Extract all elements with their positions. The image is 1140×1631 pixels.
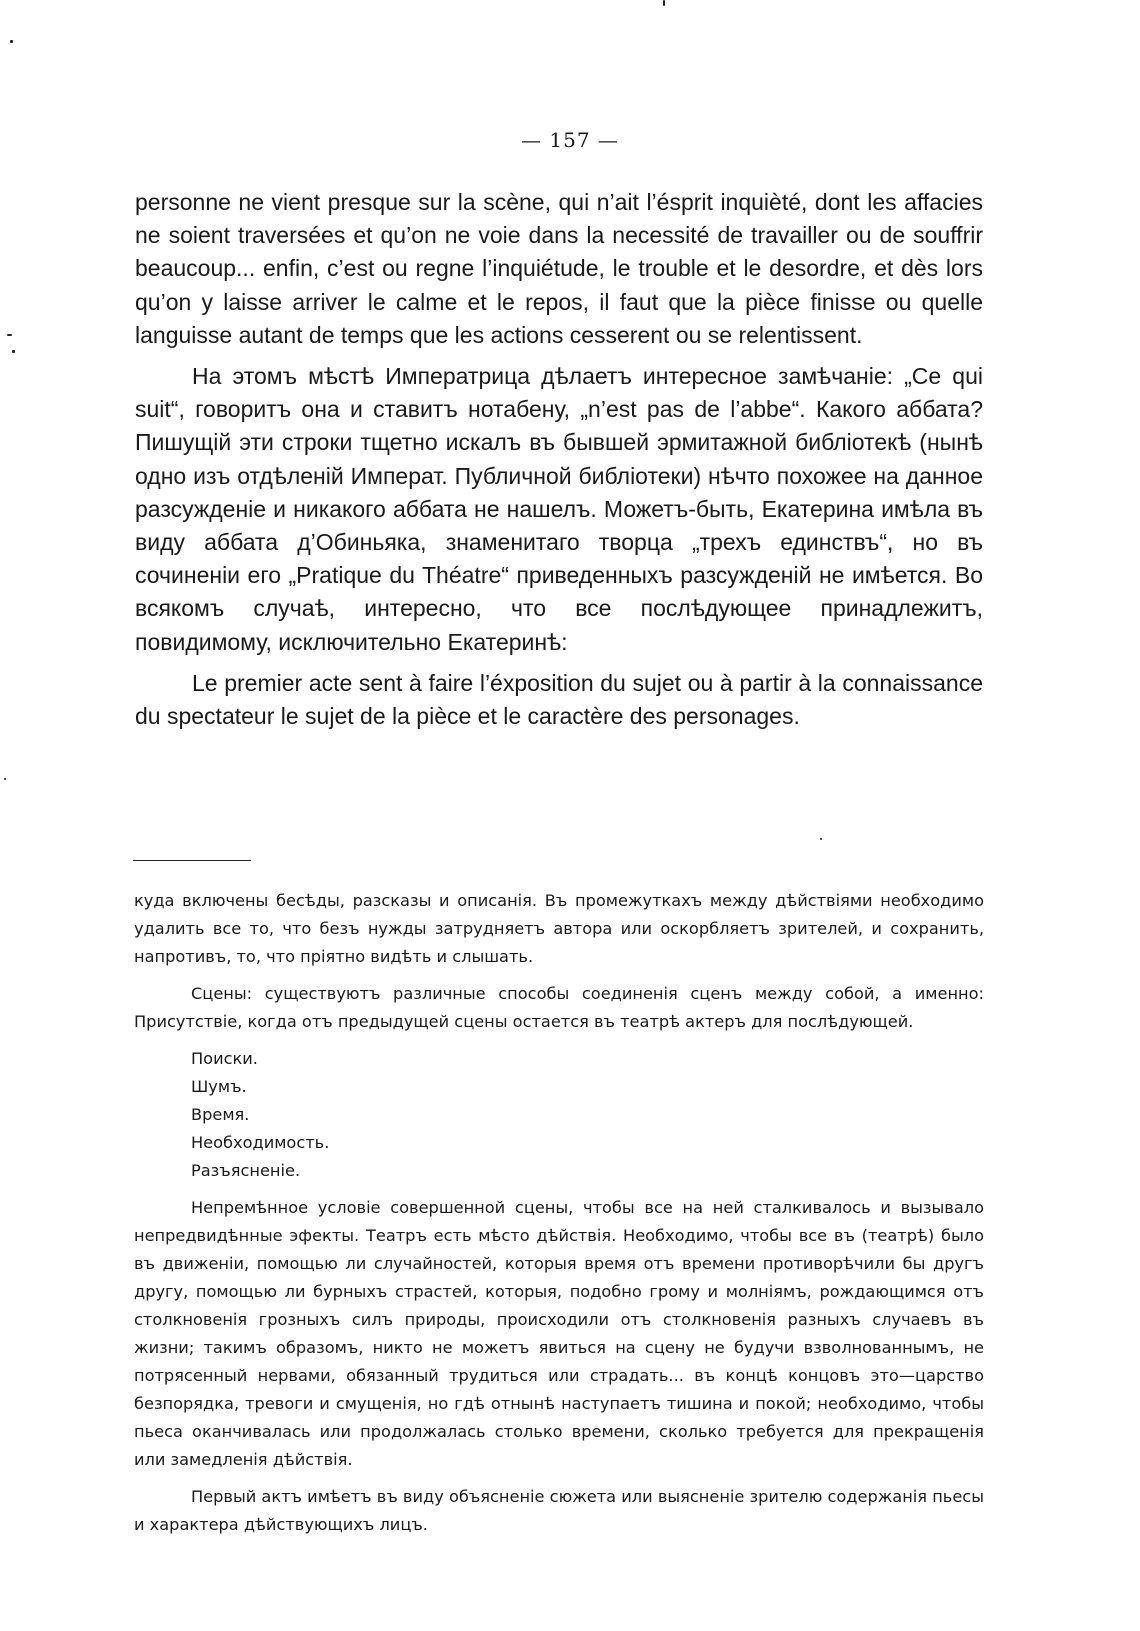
scene-types-list <box>134 1045 984 1185</box>
scan-speck <box>4 778 6 780</box>
main-paragraph: На этомъ мѣстѣ Императрица дѣлаетъ интересное замѣчаніе: „Ce qui suit“, говоритъ она и ставитъ нотабену, „n’est pas de l’abbe“. Какого аббата? Пишущій эти строки тщетно искалъ въ бывшей эрмитажной библіотекѣ (нынѣ одно изъ отдѣленій Императ. Публичной библіотеки) нѣчто похожее на данное разсужденіе и никакого аббата не нашелъ. Можетъ-быть, Екатерина имѣла въ виду аббата д’Обиньяка, знаменитаго творца „трехъ единствъ“, но въ сочиненіи его „Pratique du Théatre“ приведенныхъ разсужденій не имѣется. Во всякомъ случаѣ, интересно, что все послѣдующее принадлежитъ, повидимому, исключительно Екатеринѣ: <box>135 363 983 655</box>
list-item: Шумъ. <box>191 1077 247 1096</box>
footnote <box>134 887 984 1548</box>
scan-speck <box>820 838 822 840</box>
footnote-paragraph: Сцены: существуютъ различные способы соединенія сценъ между собой, а именно: Присутствіе, когда отъ предыдущей сцены остается въ театрѣ актеръ для послѣдующей. <box>134 984 984 1031</box>
main-paragraph: Le premier acte sent à faire l’éxposition du sujet ou à partir à la connaissance du spectateur le sujet de la pièce et le caractère des personages. <box>135 669 983 730</box>
main-text <box>135 186 983 741</box>
footnote-separator <box>133 860 251 861</box>
scan-speck <box>12 350 15 353</box>
scan-speck <box>7 334 12 336</box>
list-item: Разъясненіе. <box>191 1161 301 1180</box>
list-item: Время. <box>191 1105 250 1124</box>
page-number: — 157 — <box>521 128 619 152</box>
main-paragraph: personne ne vient presque sur la scène, qui n’ait l’ésprit inquièté, dont les affacies ne soient traversées et qu’on ne voie dans la necessité de travailler ou de souffrir beaucoup... enfin, c’est ou regne l’inquiétude, le trouble et le desordre, et dès lors qu’on y laisse arriver le calme et le repos, il faut que la pièce finisse ou quelle languisse autant de temps que les actions cesserent ou se relentissent. <box>135 189 983 348</box>
footnote-paragraph: куда включены бесѣды, разсказы и описанія. Въ промежуткахъ между дѣйствіями необходимо удалить все то, что безъ нужды затрудняетъ автора или оскорбляетъ зрителей, и сохранить, напротивъ, то, что пріятно видѣть и слышать. <box>134 891 984 966</box>
footnote-paragraph: Первый актъ имѣетъ въ виду объясненіе сюжета или выясненіе зрителю содержанія пьесы и характера дѣйствующихъ лицъ. <box>134 1487 984 1534</box>
scan-speck <box>663 0 665 6</box>
footnote-paragraph: Непремѣнное условіе совершенной сцены, чтобы все на ней сталкивалось и вызывало непредвидѣнные эфекты. Театръ есть мѣсто дѣйствія. Необходимо, чтобы все въ (театрѣ) было въ движеніи, помощью ли случайностей, которыя время отъ времени противорѣчили бы другъ другу, помощью ли бурныхъ страстей, которыя, подобно грому и молніямъ, рождающимся отъ столкновенія грозныхъ силъ природы, происходили отъ столкновенія разныхъ случаевъ въ жизни; такимъ образомъ, никто не можетъ явиться на сцену не будучи взволнованнымъ, не потрясенный нервами, обязанный трудиться или страдать... въ концѣ концовъ это—царство безпорядка, тревоги и смущенія, но гдѣ отнынѣ наступаетъ тишина и покой; необходимо, чтобы пьеса оканчивалась или продолжалась столько времени, сколько требуется для прекращенія или замедленія дѣйствія. <box>134 1198 984 1469</box>
list-item: Поиски. <box>191 1049 258 1068</box>
scan-speck <box>10 40 13 43</box>
list-item: Необходимость. <box>191 1133 330 1152</box>
